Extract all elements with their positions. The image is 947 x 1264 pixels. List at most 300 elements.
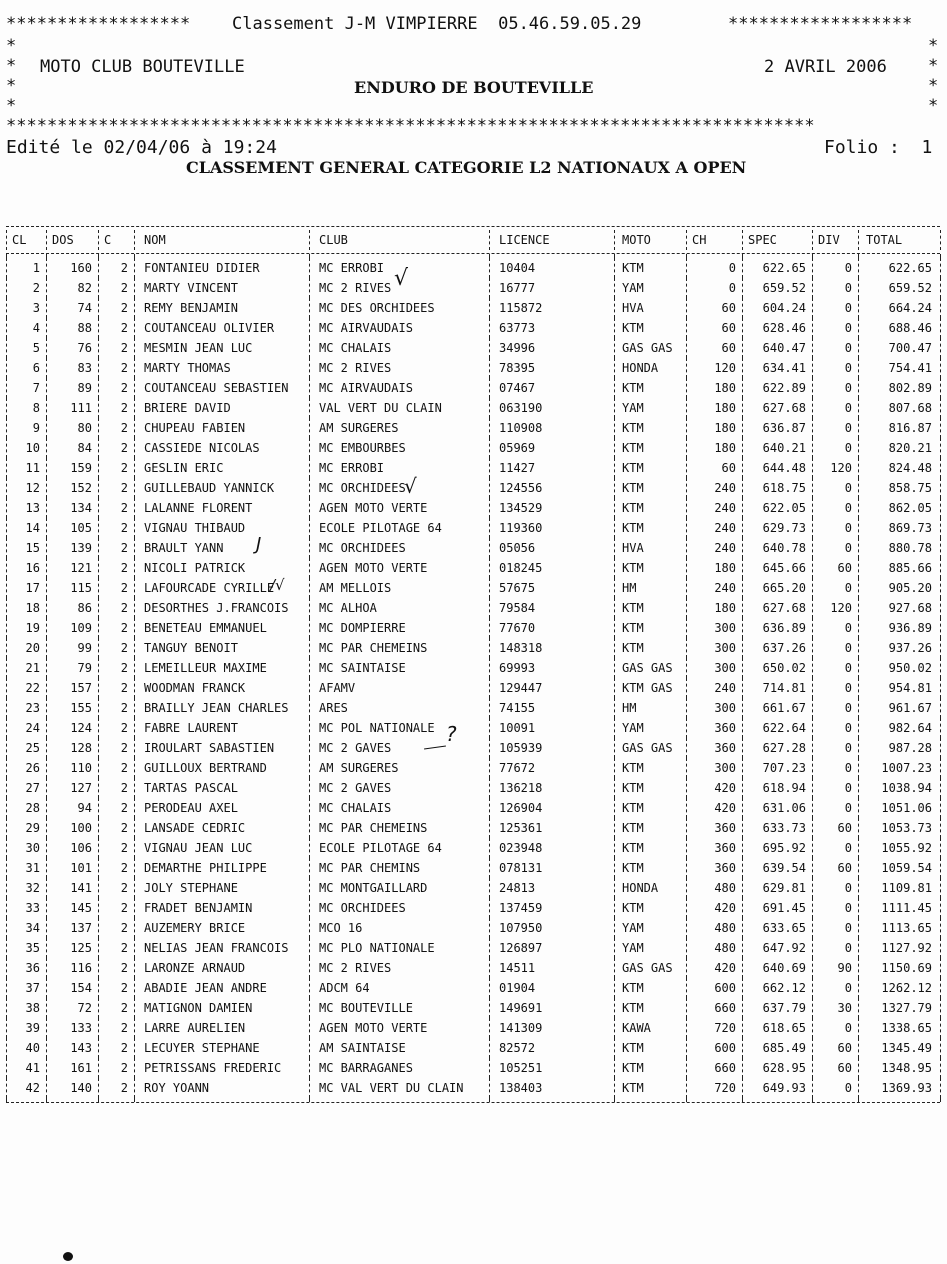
cell-c: 2	[120, 401, 128, 415]
cell-total: 688.46	[888, 321, 932, 335]
cell-moto: KTM	[622, 321, 644, 335]
cell-ch: 420	[714, 781, 736, 795]
cell-c: 2	[120, 481, 128, 495]
cell-total: 987.28	[888, 741, 932, 755]
column-separator	[858, 254, 859, 258]
cell-spec: 636.87	[762, 421, 806, 435]
cell-cl: 2	[32, 281, 40, 295]
cell-club: VAL VERT DU CLAIN	[319, 401, 442, 415]
table-row	[6, 1018, 940, 1038]
table-row	[6, 418, 940, 438]
cell-nom: VIGNAU JEAN LUC	[144, 841, 253, 855]
cell-moto: HM	[622, 701, 637, 715]
cell-licence: 79584	[499, 601, 536, 615]
cell-club: MC ERROBI	[319, 461, 385, 475]
cell-div: 0	[844, 701, 852, 715]
cell-moto: KTM	[622, 801, 644, 815]
cell-nom: ABADIE JEAN ANDRE	[144, 981, 267, 995]
table-row	[6, 278, 940, 298]
star-border: *	[928, 76, 939, 96]
cell-club: AM MELLOIS	[319, 581, 392, 595]
cell-ch: 60	[721, 341, 736, 355]
cell-moto: HVA	[622, 541, 644, 555]
cell-spec: 707.23	[762, 761, 806, 775]
cell-div: 60	[837, 1041, 852, 1055]
cell-div: 0	[844, 801, 852, 815]
cell-dos: 83	[77, 361, 92, 375]
star-border: *	[6, 36, 17, 56]
cell-club: MC ORCHIDEES	[319, 901, 406, 915]
cell-total: 1262.12	[881, 981, 932, 995]
cell-club: MC BARRAGANES	[319, 1061, 413, 1075]
cell-div: 0	[844, 341, 852, 355]
star-border: *	[928, 96, 939, 116]
cell-dos: 115	[70, 581, 92, 595]
cell-moto: KTM	[622, 1001, 644, 1015]
column-separator	[940, 778, 941, 798]
table-row	[6, 958, 940, 978]
cell-div: 0	[844, 841, 852, 855]
cell-total: 754.41	[888, 361, 932, 375]
cell-nom: NICOLI PATRICK	[144, 561, 246, 575]
cell-spec: 685.49	[762, 1041, 806, 1055]
cell-div: 120	[830, 601, 852, 615]
cell-spec: 618.75	[762, 481, 806, 495]
cell-club: MC CHALAIS	[319, 341, 392, 355]
header-cl: CL	[12, 233, 27, 247]
cell-club: AGEN MOTO VERTE	[319, 1021, 428, 1035]
cell-spec: 618.65	[762, 1021, 806, 1035]
cell-nom: GESLIN ERIC	[144, 461, 224, 475]
cell-dos: 105	[70, 521, 92, 535]
cell-spec: 622.05	[762, 501, 806, 515]
cell-ch: 300	[714, 661, 736, 675]
cell-div: 30	[837, 1001, 852, 1015]
table-row	[6, 458, 940, 478]
cell-licence: 105251	[499, 1061, 543, 1075]
cell-cl: 7	[32, 381, 40, 395]
cell-licence: 124556	[499, 481, 543, 495]
cell-c: 2	[120, 341, 128, 355]
column-separator	[940, 518, 941, 538]
table-row	[6, 718, 940, 738]
cell-cl: 20	[25, 641, 40, 655]
cell-total: 1113.65	[881, 921, 932, 935]
ranking-title: CLASSEMENT GENERAL CATEGORIE L2 NATIONAUX A OPEN	[186, 158, 747, 177]
cell-total: 820.21	[888, 441, 932, 455]
table-row	[6, 598, 940, 618]
table-row	[6, 818, 940, 838]
cell-div: 0	[844, 581, 852, 595]
cell-div: 0	[844, 281, 852, 295]
cell-spec: 659.52	[762, 281, 806, 295]
cell-club: MC 2 RIVES	[319, 361, 392, 375]
cell-club: AM SURGERES	[319, 421, 399, 435]
cell-ch: 0	[728, 261, 736, 275]
ink-dot	[63, 1252, 73, 1261]
star-border: *	[928, 56, 939, 76]
cell-licence: 148318	[499, 641, 543, 655]
cell-spec: 618.94	[762, 781, 806, 795]
cell-ch: 600	[714, 981, 736, 995]
column-separator	[940, 398, 941, 418]
table-row	[6, 898, 940, 918]
cell-ch: 600	[714, 1041, 736, 1055]
cell-licence: 138403	[499, 1081, 543, 1095]
cell-dos: 137	[70, 921, 92, 935]
cell-cl: 10	[25, 441, 40, 455]
cell-licence: 078131	[499, 861, 543, 875]
cell-c: 2	[120, 961, 128, 975]
cell-total: 664.24	[888, 301, 932, 315]
cell-total: 937.26	[888, 641, 932, 655]
cell-c: 2	[120, 1041, 128, 1055]
cell-nom: FRADET BENJAMIN	[144, 901, 253, 915]
cell-dos: 106	[70, 841, 92, 855]
cell-club: MC CHALAIS	[319, 801, 392, 815]
table-row	[6, 738, 940, 758]
cell-spec: 637.26	[762, 641, 806, 655]
cell-cl: 41	[25, 1061, 40, 1075]
cell-c: 2	[120, 441, 128, 455]
cell-club: MC 2 GAVES	[319, 741, 392, 755]
results-table	[6, 226, 940, 1103]
handwritten-check: √	[404, 474, 417, 498]
cell-spec: 661.67	[762, 701, 806, 715]
column-separator	[940, 578, 941, 598]
cell-total: 858.75	[888, 481, 932, 495]
cell-club: MC BOUTEVILLE	[319, 1001, 413, 1015]
handwritten-question-mark: ?	[446, 722, 457, 746]
cell-licence: 77670	[499, 621, 536, 635]
cell-c: 2	[120, 461, 128, 475]
cell-club: MC MONTGAILLARD	[319, 881, 428, 895]
header-dos: DOS	[52, 233, 74, 247]
cell-licence: 24813	[499, 881, 536, 895]
column-separator	[940, 718, 941, 738]
column-separator	[940, 938, 941, 958]
cell-moto: YAM	[622, 401, 644, 415]
cell-nom: IROULART SABASTIEN	[144, 741, 275, 755]
cell-cl: 12	[25, 481, 40, 495]
column-separator	[940, 738, 941, 758]
cell-licence: 05056	[499, 541, 536, 555]
cell-dos: 80	[77, 421, 92, 435]
star-border: *	[6, 76, 17, 96]
cell-ch: 300	[714, 641, 736, 655]
table-row	[6, 298, 940, 318]
cell-dos: 143	[70, 1041, 92, 1055]
cell-div: 90	[837, 961, 852, 975]
cell-cl: 32	[25, 881, 40, 895]
cell-total: 1055.92	[881, 841, 932, 855]
cell-moto: YAM	[622, 941, 644, 955]
column-separator	[686, 254, 687, 258]
cell-club: MC PAR CHEMEINS	[319, 821, 428, 835]
cell-nom: DESORTHES J.FRANCOIS	[144, 601, 289, 615]
handwritten-mark: J	[256, 534, 262, 555]
cell-dos: 155	[70, 701, 92, 715]
cell-nom: COUTANCEAU OLIVIER	[144, 321, 275, 335]
column-separator	[940, 758, 941, 778]
cell-club: MC 2 RIVES	[319, 961, 392, 975]
cell-spec: 691.45	[762, 901, 806, 915]
cell-spec: 604.24	[762, 301, 806, 315]
column-separator	[46, 254, 47, 258]
column-separator	[940, 438, 941, 458]
header-moto: MOTO	[622, 233, 651, 247]
cell-ch: 180	[714, 401, 736, 415]
cell-div: 0	[844, 661, 852, 675]
cell-dos: 154	[70, 981, 92, 995]
cell-ch: 420	[714, 901, 736, 915]
cell-div: 0	[844, 881, 852, 895]
table-row	[6, 258, 940, 278]
cell-total: 869.73	[888, 521, 932, 535]
cell-licence: 69993	[499, 661, 536, 675]
cell-spec: 665.20	[762, 581, 806, 595]
cell-total: 905.20	[888, 581, 932, 595]
event-name: ENDURO DE BOUTEVILLE	[354, 78, 594, 97]
cell-c: 2	[120, 621, 128, 635]
cell-total: 1051.06	[881, 801, 932, 815]
cell-ch: 240	[714, 581, 736, 595]
cell-cl: 11	[25, 461, 40, 475]
cell-ch: 240	[714, 481, 736, 495]
cell-total: 950.02	[888, 661, 932, 675]
cell-cl: 4	[32, 321, 40, 335]
cell-cl: 8	[32, 401, 40, 415]
event-date: 2 AVRIL 2006	[764, 57, 887, 77]
table-row	[6, 778, 940, 798]
cell-dos: 101	[70, 861, 92, 875]
cell-spec: 640.47	[762, 341, 806, 355]
cell-total: 1007.23	[881, 761, 932, 775]
cell-total: 1127.92	[881, 941, 932, 955]
table-row	[6, 838, 940, 858]
cell-moto: GAS GAS	[622, 741, 673, 755]
cell-dos: 94	[77, 801, 92, 815]
cell-c: 2	[120, 841, 128, 855]
cell-total: 659.52	[888, 281, 932, 295]
cell-licence: 107950	[499, 921, 543, 935]
cell-c: 2	[120, 981, 128, 995]
header-total: TOTAL	[866, 233, 903, 247]
cell-moto: GAS GAS	[622, 661, 673, 675]
cell-licence: 11427	[499, 461, 536, 475]
cell-cl: 31	[25, 861, 40, 875]
cell-moto: KTM	[622, 1081, 644, 1095]
cell-div: 0	[844, 641, 852, 655]
cell-div: 0	[844, 941, 852, 955]
cell-cl: 29	[25, 821, 40, 835]
cell-c: 2	[120, 941, 128, 955]
column-separator	[98, 254, 99, 258]
cell-spec: 628.95	[762, 1061, 806, 1075]
cell-moto: KTM	[622, 761, 644, 775]
report-title: Classement J-M VIMPIERRE 05.46.59.05.29	[232, 14, 642, 34]
table-row	[6, 518, 940, 538]
cell-licence: 105939	[499, 741, 543, 755]
column-separator	[940, 858, 941, 878]
cell-c: 2	[120, 381, 128, 395]
cell-ch: 300	[714, 701, 736, 715]
cell-spec: 649.93	[762, 1081, 806, 1095]
cell-total: 885.66	[888, 561, 932, 575]
cell-div: 0	[844, 1021, 852, 1035]
cell-c: 2	[120, 1061, 128, 1075]
cell-licence: 01904	[499, 981, 536, 995]
column-separator	[940, 538, 941, 558]
cell-cl: 23	[25, 701, 40, 715]
table-row	[6, 358, 940, 378]
cell-licence: 126897	[499, 941, 543, 955]
table-row	[6, 398, 940, 418]
cell-licence: 57675	[499, 581, 536, 595]
cell-moto: YAM	[622, 721, 644, 735]
header-nom: NOM	[144, 233, 166, 247]
cell-licence: 10404	[499, 261, 536, 275]
column-separator	[940, 478, 941, 498]
column-separator	[940, 338, 941, 358]
star-border: *	[6, 96, 17, 116]
cell-licence: 126904	[499, 801, 543, 815]
cell-cl: 5	[32, 341, 40, 355]
cell-cl: 13	[25, 501, 40, 515]
cell-club: MC AIRVAUDAIS	[319, 321, 413, 335]
column-separator	[940, 958, 941, 978]
edited-line: Edité le 02/04/06 à 19:24	[6, 137, 277, 158]
star-border: *	[6, 56, 17, 76]
cell-spec: 647.92	[762, 941, 806, 955]
cell-licence: 34996	[499, 341, 536, 355]
cell-cl: 14	[25, 521, 40, 535]
cell-div: 0	[844, 1081, 852, 1095]
cell-licence: 82572	[499, 1041, 536, 1055]
cell-cl: 1	[32, 261, 40, 275]
cell-dos: 109	[70, 621, 92, 635]
cell-div: 0	[844, 541, 852, 555]
cell-dos: 140	[70, 1081, 92, 1095]
cell-club: MC PLO NATIONALE	[319, 941, 435, 955]
column-separator	[940, 878, 941, 898]
column-separator	[940, 258, 941, 278]
cell-div: 0	[844, 741, 852, 755]
cell-cl: 9	[32, 421, 40, 435]
cell-spec: 662.12	[762, 981, 806, 995]
cell-spec: 637.79	[762, 1001, 806, 1015]
cell-dos: 124	[70, 721, 92, 735]
cell-cl: 19	[25, 621, 40, 635]
cell-moto: KTM	[622, 981, 644, 995]
column-separator	[940, 598, 941, 618]
cell-div: 0	[844, 921, 852, 935]
column-separator	[940, 918, 941, 938]
cell-nom: MARTY VINCENT	[144, 281, 238, 295]
cell-c: 2	[120, 321, 128, 335]
header-ch: CH	[692, 233, 707, 247]
cell-nom: TANGUY BENOIT	[144, 641, 238, 655]
cell-c: 2	[120, 261, 128, 275]
cell-dos: 134	[70, 501, 92, 515]
cell-nom: VIGNAU THIBAUD	[144, 521, 246, 535]
header-club: CLUB	[319, 233, 348, 247]
cell-moto: KTM	[622, 261, 644, 275]
column-separator	[940, 618, 941, 638]
table-row	[6, 578, 940, 598]
cell-cl: 42	[25, 1081, 40, 1095]
cell-club: ARES	[319, 701, 348, 715]
cell-c: 2	[120, 601, 128, 615]
cell-c: 2	[120, 361, 128, 375]
cell-nom: BRIERE DAVID	[144, 401, 231, 415]
cell-c: 2	[120, 1081, 128, 1095]
cell-c: 2	[120, 861, 128, 875]
cell-cl: 17	[25, 581, 40, 595]
cell-licence: 134529	[499, 501, 543, 515]
column-separator	[6, 254, 7, 258]
table-row	[6, 998, 940, 1018]
cell-c: 2	[120, 881, 128, 895]
cell-cl: 38	[25, 1001, 40, 1015]
cell-moto: KTM	[622, 501, 644, 515]
cell-div: 0	[844, 441, 852, 455]
cell-nom: MARTY THOMAS	[144, 361, 231, 375]
cell-total: 622.65	[888, 261, 932, 275]
cell-ch: 480	[714, 941, 736, 955]
cell-cl: 16	[25, 561, 40, 575]
cell-c: 2	[120, 741, 128, 755]
cell-licence: 74155	[499, 701, 536, 715]
cell-dos: 141	[70, 881, 92, 895]
cell-div: 60	[837, 861, 852, 875]
cell-moto: KTM	[622, 621, 644, 635]
cell-spec: 627.68	[762, 401, 806, 415]
stars-bottom: *******************************************************************************	[6, 116, 815, 136]
column-separator	[940, 458, 941, 478]
table-row	[6, 318, 940, 338]
cell-nom: CASSIEDE NICOLAS	[144, 441, 260, 455]
cell-nom: LECUYER STEPHANE	[144, 1041, 260, 1055]
column-separator	[940, 838, 941, 858]
cell-div: 0	[844, 901, 852, 915]
cell-spec: 633.65	[762, 921, 806, 935]
cell-dos: 121	[70, 561, 92, 575]
cell-club: MC DOMPIERRE	[319, 621, 406, 635]
column-separator	[940, 1038, 941, 1058]
cell-c: 2	[120, 301, 128, 315]
cell-c: 2	[120, 581, 128, 595]
cell-c: 2	[120, 681, 128, 695]
cell-spec: 627.28	[762, 741, 806, 755]
cell-club: ECOLE PILOTAGE 64	[319, 521, 442, 535]
cell-nom: ROY YOANN	[144, 1081, 210, 1095]
table-top-rule	[6, 226, 940, 227]
table-row	[6, 438, 940, 458]
cell-moto: KTM	[622, 1041, 644, 1055]
cell-club: MC EMBOURBES	[319, 441, 406, 455]
cell-ch: 360	[714, 861, 736, 875]
cell-dos: 99	[77, 641, 92, 655]
cell-spec: 636.89	[762, 621, 806, 635]
cell-div: 60	[837, 561, 852, 575]
cell-dos: 100	[70, 821, 92, 835]
column-separator	[940, 1058, 941, 1078]
cell-cl: 27	[25, 781, 40, 795]
cell-total: 1348.95	[881, 1061, 932, 1075]
stars-left-top: ******************	[6, 14, 191, 34]
cell-c: 2	[120, 521, 128, 535]
